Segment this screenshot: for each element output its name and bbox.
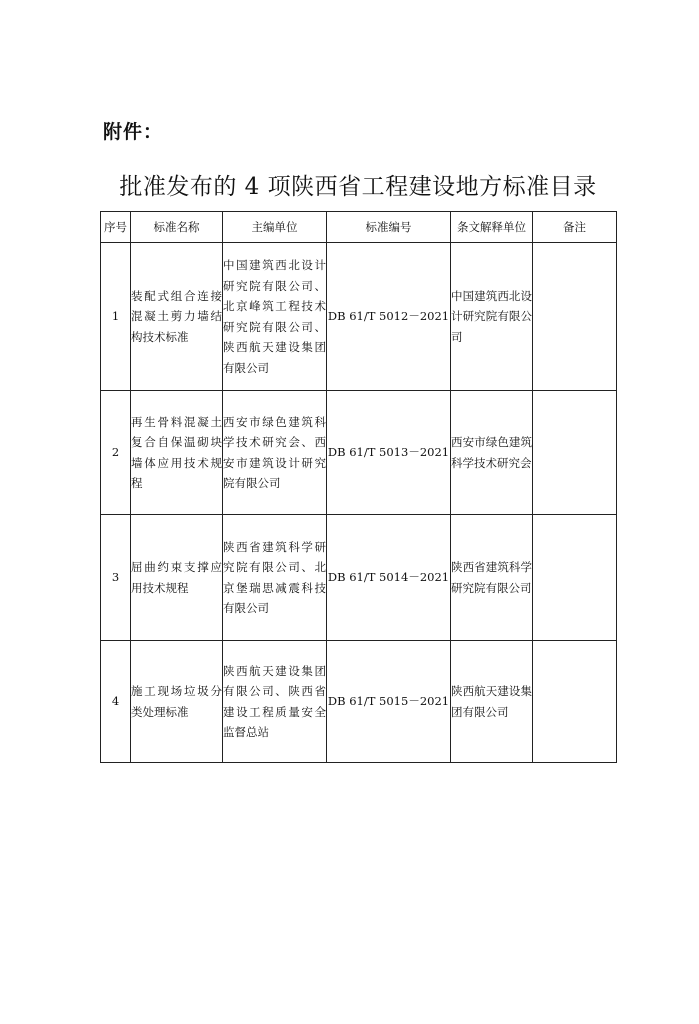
page-title: 批准发布的 4 项陕西省工程建设地方标准目录 <box>119 174 597 200</box>
row-chief-editor: 西安市绿色建筑科学技术研究会、西安市建筑设计研究院有限公司 <box>223 391 327 515</box>
row-standard-name: 装配式组合连接混凝土剪力墙结构技术标准 <box>131 243 223 391</box>
row-no: 2 <box>101 391 131 515</box>
row-no: 3 <box>101 515 131 641</box>
header-standard-name: 标准名称 <box>131 212 223 243</box>
header-remark: 备注 <box>533 212 617 243</box>
table-row <box>101 641 617 763</box>
row-interpreter: 陕西航天建设集团有限公司 <box>451 641 533 763</box>
row-standard-code: DB 61/T 5015－2021 <box>327 641 451 763</box>
row-chief-editor: 陕西航天建设集团有限公司、陕西省建设工程质量安全监督总站 <box>223 641 327 763</box>
row-remark <box>533 391 617 515</box>
row-interpreter: 中国建筑西北设计研究院有限公司 <box>451 243 533 391</box>
row-chief-editor: 中国建筑西北设计研究院有限公司、北京峰筑工程技术研究院有限公司、陕西航天建设集团有限公司 <box>223 243 327 391</box>
row-remark <box>533 515 617 641</box>
row-standard-name: 施工现场垃圾分类处理标准 <box>131 641 223 763</box>
attachment-label: 附件： <box>103 121 164 143</box>
row-no: 1 <box>101 243 131 391</box>
header-no: 序号 <box>101 212 131 243</box>
row-interpreter: 西安市绿色建筑科学技术研究会 <box>451 391 533 515</box>
row-standard-code: DB 61/T 5013－2021 <box>327 391 451 515</box>
table-header-row <box>101 212 617 243</box>
row-standard-name: 再生骨料混凝土复合自保温砌块墙体应用技术规程 <box>131 391 223 515</box>
row-standard-code: DB 61/T 5012－2021 <box>327 243 451 391</box>
header-interpreter: 条文解释单位 <box>451 212 533 243</box>
header-standard-code: 标准编号 <box>327 212 451 243</box>
table-row <box>101 243 617 391</box>
row-standard-code: DB 61/T 5014－2021 <box>327 515 451 641</box>
table-row <box>101 391 617 515</box>
row-chief-editor: 陕西省建筑科学研究院有限公司、北京堡瑞思减震科技有限公司 <box>223 515 327 641</box>
standards-table <box>100 211 617 763</box>
row-standard-name: 屈曲约束支撑应用技术规程 <box>131 515 223 641</box>
row-remark <box>533 641 617 763</box>
row-remark <box>533 243 617 391</box>
row-no: 4 <box>101 641 131 763</box>
header-chief-editor: 主编单位 <box>223 212 327 243</box>
row-interpreter: 陕西省建筑科学研究院有限公司 <box>451 515 533 641</box>
table-row <box>101 515 617 641</box>
